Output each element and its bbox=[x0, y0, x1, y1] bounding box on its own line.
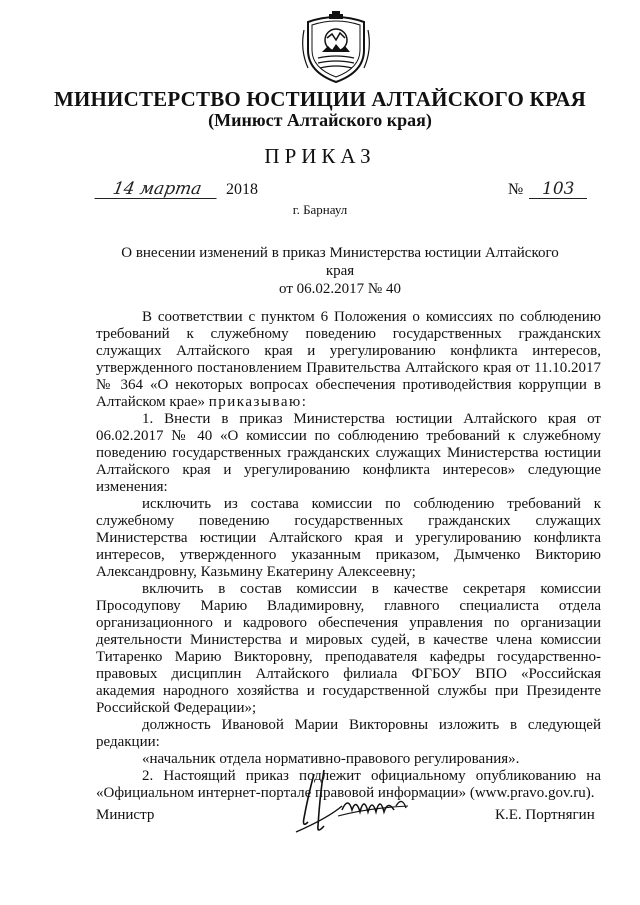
handwritten-number: 103 bbox=[529, 181, 587, 199]
subject-line-2: от 06.02.2017 № 40 bbox=[279, 281, 401, 297]
change-include-paragraph: включить в состав комиссии в качестве секретаря комиссии Просодупову Марию Владимировну, главного специалиста отдела организационного и кадрового обеспечения управления по организации деятельности Министерства и мировых судей, в качестве члена комиссии Титаренко Марию Викторовну, преподавателя кафедры государственно-правовых дисциплин Алтайского филиала ФГБОУ ВПО «Российская академия народного хозяйства и государственной службы при Президенте Российской Федерации»; bbox=[96, 581, 601, 716]
subject-line-1: О внесении изменений в приказ Министерства юстиции Алтайского края bbox=[121, 245, 559, 279]
order-subject bbox=[110, 244, 570, 298]
handwritten-date: 14 марта bbox=[94, 181, 219, 199]
item-1-paragraph: 1. Внести в приказ Министерства юстиции Алтайского края от 06.02.2017 № 40 «О комиссии по соблюдению требований к служебному поведению государственных гражданских служащих Министерства юстиции Алтайского края и урегулированию конфликта интересов» следующие изменения: bbox=[96, 411, 601, 495]
ministry-title: МИНИСТЕРСТВО ЮСТИЦИИ АЛТАЙСКОГО КРАЯ bbox=[53, 87, 587, 111]
city: г. Барнаул bbox=[292, 202, 348, 217]
ministry-short-name: (Минюст Алтайского края) bbox=[208, 110, 432, 130]
document-type: ПРИКАЗ bbox=[264, 144, 376, 168]
change-position-paragraph: должность Ивановой Марии Викторовны изложить в следующей редакции: bbox=[96, 717, 601, 750]
change-exclude-paragraph: исключить из состава комиссии по соблюдению требований к служебному поведению государственных гражданских служащих Министерства юстиции Алтайского края и урегулированию конфликта интересов, утвержденного указанным приказом, Дымченко Викторию Александровну, Казьмину Екатерину Алексеевну; bbox=[96, 496, 601, 580]
item-2-paragraph: 2. Настоящий приказ подлежит официальному опубликованию на «Официальном интернет-портале правовой информации» (www.pravo.gov.ru). bbox=[96, 768, 601, 801]
order-year: 2018 bbox=[226, 181, 258, 198]
order-word: приказываю: bbox=[208, 394, 308, 410]
signer-name: К.Е. Портнягин bbox=[495, 807, 595, 823]
preamble-text: В соответствии с пунктом 6 Положения о комиссиях по соблюдению требований к служебному поведению государственных гражданских служащих Алтайского края и урегулированию конфликта интересов, утвержденного постановлением Правительства Алтайского края от 11.10.2017 № 364 «О некоторых вопросах обеспечения противодействия коррупции в Алтайском крае» bbox=[96, 309, 601, 410]
order-body bbox=[96, 309, 601, 802]
signer-title: Министр bbox=[96, 807, 155, 823]
preamble-paragraph bbox=[96, 309, 601, 411]
altai-coat-of-arms-icon bbox=[298, 10, 374, 84]
change-position-quote: «начальник отдела нормативно-правового регулирования». bbox=[142, 751, 520, 767]
handwritten-signature bbox=[268, 766, 428, 846]
order-number bbox=[508, 181, 587, 199]
number-label: № bbox=[508, 181, 524, 198]
order-date bbox=[96, 181, 258, 199]
